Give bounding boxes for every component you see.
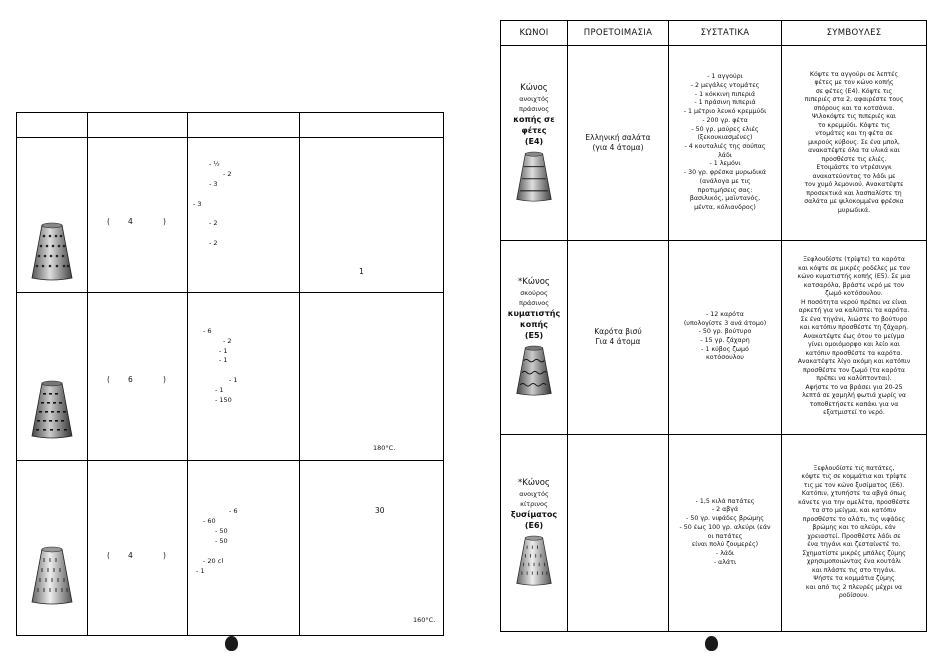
column-divider — [87, 138, 88, 292]
left-table-header — [17, 113, 443, 138]
ingredient-line: (υπολογίστε 3 ανά άτομο) — [683, 319, 767, 327]
cone-name: κοπής σε — [513, 115, 555, 124]
column-divider — [299, 292, 300, 460]
tip-line: 180°C. — [373, 444, 396, 452]
tip-line: Η ποσότητα νερού πρέπει να είναι — [800, 298, 907, 306]
cone-code: (E4) — [524, 137, 544, 146]
tip-line: κώνο κυματιστής κοπής (E5). Σε μια — [797, 273, 911, 281]
ingredient-line: οι πατάτες — [707, 532, 743, 540]
tip-line: πρέπει να καλύπτονται). — [816, 375, 892, 383]
cone-name: κυματιστής — [507, 309, 561, 318]
ingredient-line: - 6 — [229, 507, 238, 515]
tip-line: Κόψτε τα αγγούρι σε λεπτές — [809, 70, 899, 78]
tip-line: κατόπιν προσθέστε τα καρότα. — [805, 349, 903, 357]
ingredient-line: - 1 αγγούρι — [707, 73, 743, 81]
cone-label: πράσινος — [518, 299, 550, 307]
slicing-cone-icon — [515, 151, 553, 203]
ingredient-line: - 1 — [229, 376, 238, 384]
cone-cell — [501, 46, 567, 240]
tip-line: Ετοιμάστε το ντρέσινγκ — [816, 164, 892, 172]
recipe-row-greek-salad — [501, 46, 926, 241]
cone-label: ανοιχτός — [519, 490, 549, 498]
tip-line: ντομάτες και τη φέτα σε — [815, 130, 893, 138]
tip-line: τα στο μείγμα, και κατόπιν — [811, 507, 897, 514]
wavy-cone-icon — [30, 380, 74, 440]
ingredient-line: - 50 — [215, 527, 228, 535]
ingredient-line: - 30 γρ. φρέσκα μυρωδικά — [683, 169, 767, 177]
ingredient-line: - 1 — [215, 386, 224, 394]
tip-line: 30 — [375, 506, 385, 515]
tip-line: Ξεφλουδίστε (τρίψτε) τα καρότα — [803, 256, 905, 264]
left-page — [0, 0, 470, 661]
ingredient-line: - 2 αβγά — [711, 506, 739, 514]
servings: (για 4 άτομα) — [592, 143, 644, 152]
prep-count: 6 — [128, 375, 133, 384]
tip-line: ανακατεύοντας το λάδι με — [812, 172, 896, 180]
tip-line: τον χυμό λεμονιού. Ανακατέψτε — [804, 181, 904, 189]
ingredient-line: - 50 έως 100 γρ. αλεύρι (εάν — [679, 523, 771, 531]
column-divider — [87, 460, 88, 635]
left-table-row — [17, 460, 443, 635]
ingredient-line: - 20 cl — [203, 557, 224, 565]
tip-line: χρειαστεί. Προσθέστε λάδι σε — [807, 532, 901, 540]
preparation-cell — [568, 240, 668, 434]
ingredient-line: - 1 πράσινη πιπεριά — [694, 99, 756, 107]
tip-line: και κατόπιν προσθέστε τη ζάχαρη. — [799, 324, 909, 332]
tip-line: προσεκτικά και λασπαλίστε τη — [806, 189, 902, 197]
ingredients-cell — [669, 434, 781, 631]
tip-line: φέτες με τον κώνο κοπής — [814, 79, 894, 87]
header-cones: ΚΩΝΟΙ — [519, 28, 549, 38]
cone-label: Κώνος — [520, 83, 548, 93]
preparation-cell — [568, 434, 668, 631]
left-recipe-table — [16, 112, 444, 636]
ingredient-line: - λάδι — [715, 549, 735, 557]
column-divider — [668, 21, 669, 45]
header-preparation: ΠΡΟΕΤΟΙΜΑΣΙΑ — [583, 28, 653, 38]
column-divider — [299, 113, 300, 137]
tip-line: σπόρους και τα κοτσάνια. — [813, 104, 895, 112]
prep-paren: ) — [163, 551, 166, 560]
tip-line: Ψιλοκόψτε τις πιπεριές και — [811, 113, 897, 121]
ingredient-line: μέντα, κόλιανδρος) — [694, 203, 756, 211]
column-divider — [299, 460, 300, 635]
wavy-cone-icon — [515, 345, 553, 397]
ingredient-line: - 50 — [215, 537, 228, 545]
tip-line: ανακατέψτε όλα τα υλικά και — [808, 147, 900, 155]
left-table-row — [17, 292, 443, 461]
ingredient-line: - 1,5 κιλά πατάτες — [695, 497, 755, 505]
ingredient-line: - 60 — [203, 517, 216, 525]
cone-label: *Κώνος — [518, 478, 550, 488]
ingredient-line: - 2 — [223, 337, 232, 345]
ingredient-line: λάδι — [718, 151, 732, 159]
grating-cone-icon — [515, 535, 553, 587]
ingredient-line: είναι πολύ ζουμερές) — [691, 541, 759, 549]
ingredient-line: - 200 γρ. φέτα — [702, 116, 748, 124]
column-divider — [187, 460, 188, 635]
ingredient-line: (ανάλογα με τις — [699, 177, 751, 185]
tip-line: το κρεμμύδι. Κόψτε τις — [817, 121, 891, 129]
ingredient-line: - αλάτι — [713, 558, 737, 566]
right-table-header — [501, 21, 926, 46]
ingredients-cell — [669, 240, 781, 434]
ingredient-line: - 2 — [209, 219, 218, 227]
preparation-cell — [568, 46, 668, 240]
ingredient-line: - 12 καρότα — [706, 310, 744, 318]
cone-label: ανοιχτός — [519, 95, 549, 103]
ingredient-line: - 1 — [196, 567, 205, 575]
tip-line: 1 — [359, 267, 364, 276]
column-divider — [299, 138, 300, 292]
cone-code: (E5) — [524, 331, 544, 340]
tip-line: σαλάτα με ψιλοκομμένα φρέσκα — [804, 198, 904, 206]
tip-line: τοποθετήσετε καπάκι για να — [809, 400, 899, 408]
ingredient-line: - 1 κόκκινη πιπεριά — [694, 90, 756, 98]
recipe-row-potato-fritters — [501, 434, 926, 631]
ingredient-line: - ½ — [209, 160, 220, 168]
tip-line: και πλάστε τις στο τηγάνι. — [812, 566, 896, 574]
tip-line: μικρούς κύβους. Σε ένα μπολ, — [808, 138, 900, 146]
column-divider — [87, 292, 88, 460]
tip-line: και από τις 2 πλευρές μέχρι να — [805, 583, 903, 591]
prep-count: 4 — [128, 217, 133, 226]
cone-label: πράσινος — [518, 105, 550, 113]
tip-line: κάνετε για την ομελέτα, προσθέστε — [798, 498, 910, 506]
tip-line: Κατόπιν, χτυπήστε τα αβγά όπως — [801, 490, 907, 497]
cone-label: *Κώνος — [518, 277, 550, 287]
ingredients-cell — [669, 46, 781, 240]
tip-line: ζωμό κοτόσουλου. — [825, 290, 883, 298]
tip-line: προσθέστε τις ελιές. — [821, 155, 887, 163]
ingredient-line: (ξεκουκιασμένες) — [697, 134, 753, 142]
tip-line: εξατμιστεί το νερό. — [823, 409, 885, 417]
cone-name: ξυσίματος — [510, 510, 558, 519]
ingredient-line: κοτόσουλου — [706, 354, 744, 362]
ingredient-line: - 1 κύβος ζωμό — [701, 345, 749, 353]
tips-cell — [782, 46, 926, 240]
cone-cell — [501, 240, 567, 434]
page-tab-marker — [705, 636, 718, 651]
column-divider — [187, 292, 188, 460]
tip-line: χρησιμοποιώντας ένα κουτάλι — [806, 558, 902, 565]
tip-line: Σε ένα τηγάνι, λιώστε το βούτυρο — [800, 315, 908, 323]
ingredient-line: - 6 — [203, 327, 212, 335]
tip-line: Ψήστε τα κομμάτια ζύμης — [813, 575, 895, 582]
tip-line: σε φέτες (E4). Κόψτε τις — [815, 87, 893, 95]
cone-name: κοπής — [520, 320, 548, 329]
column-divider — [781, 21, 782, 45]
prep-paren: ) — [163, 375, 166, 384]
ingredient-line: - 2 — [209, 239, 218, 247]
ingredient-line: - 3 — [193, 200, 202, 208]
tips-cell — [782, 240, 926, 434]
ingredient-line: - 2 μεγάλες ντομάτες — [690, 82, 760, 90]
tip-line: τις με τον κώνο ξυσίματος (E6). — [803, 481, 905, 489]
recipe-row-vichy-carrots — [501, 240, 926, 435]
ingredient-line: - 1 λεμόνι — [709, 160, 741, 168]
tip-line: Αφήστε το να βράσει για 20-25 — [805, 383, 903, 391]
tip-line: γίνει ομοιόμορφο και λείο και — [808, 341, 900, 349]
prep-paren: ) — [163, 217, 166, 226]
tip-line: Ανακατέψτε λίγο ακόμη και κατόπιν — [797, 358, 911, 366]
tip-line: ροδίσουν. — [838, 592, 870, 599]
recipe-name: Ελληνική σαλάτα — [585, 133, 651, 142]
tip-line: προσθέστε τον ζωμό (τα καρότα — [802, 366, 906, 374]
tip-line: 160°C. — [413, 616, 436, 624]
cone-name: φέτες — [521, 126, 547, 135]
ingredient-line: - 2 — [223, 170, 232, 178]
right-page — [480, 0, 950, 661]
cone-label: σκούρος — [520, 289, 548, 297]
cone-cell — [501, 434, 567, 631]
tip-line: πιπεριές στα 2, αφαιρέστε τους — [804, 96, 904, 104]
tip-line: Ανακατέψτε έως ότου το μείγμα — [803, 332, 905, 340]
ingredient-line: - 50 γρ. νιφάδες βρώμης — [686, 515, 764, 523]
tip-line: Σχηματίστε μικρές μπάλες ζύμης — [802, 549, 906, 557]
servings: Για 4 άτομα — [595, 337, 641, 346]
ingredient-line: - 50 γρ. βούτυρο — [698, 328, 752, 336]
prep-count: 4 — [128, 551, 133, 560]
ingredient-line: - 150 — [215, 396, 232, 404]
ingredient-line: - 15 γρ. ζάχαρη — [700, 337, 750, 344]
column-divider — [567, 21, 568, 45]
ingredient-line: - 1 μέτριο λευκό κρεμμύδι — [683, 108, 767, 116]
tip-line: προσθέστε το αλάτι, τις νιφάδες — [802, 515, 906, 523]
prep-paren: ( — [107, 551, 110, 560]
tip-line: αρκετή για να καλύπτει τα καρότα. — [798, 307, 910, 315]
page-tab-marker — [225, 636, 238, 651]
prep-paren: ( — [107, 375, 110, 384]
recipe-name: Καρότα βισύ — [594, 327, 642, 336]
tip-line: λεπτά σε χαμηλή φωτιά χωρίς να — [802, 392, 906, 400]
tip-line: κόψτε τις σε κομμάτια και τρίψτε — [801, 473, 907, 480]
right-recipe-table — [500, 20, 927, 632]
tip-line: κατσαρόλα, βράστε νερό με τον — [803, 281, 905, 289]
cone-label: κίτρινος — [520, 500, 548, 508]
column-divider — [187, 113, 188, 137]
tip-line: και κόψτε σε μικρές ροδέλες με τον — [798, 264, 910, 272]
header-tips: ΣΥΜΒΟΥΛΕΣ — [826, 28, 882, 38]
tip-line: βρώμης και το αλεύρι, εάν — [812, 524, 896, 531]
tip-line: ένα τηγάνι και ζεσταίνετέ το. — [807, 541, 901, 548]
header-ingredients: ΣΥΣΤΑΤΙΚΑ — [700, 28, 750, 38]
slicing-cone-icon — [30, 222, 74, 282]
column-divider — [187, 138, 188, 292]
grating-cone-icon — [30, 546, 74, 606]
ingredient-line: - 1 — [219, 347, 228, 355]
tip-line: μυρωδικά. — [837, 206, 871, 214]
prep-paren: ( — [107, 217, 110, 226]
ingredient-line: - 3 — [209, 180, 218, 188]
ingredient-line: προτιμήσεις σας: — [697, 186, 753, 194]
ingredient-line: - 4 κουταλιές της σούπας — [684, 143, 766, 150]
ingredient-line: - 1 — [219, 356, 228, 364]
tips-cell — [782, 434, 926, 631]
ingredient-line: - 50 γρ. μαύρες ελιές — [691, 125, 759, 133]
ingredient-line: βασιλικός, μαϊντανός, — [689, 195, 761, 203]
column-divider — [87, 113, 88, 137]
cone-code: (E6) — [524, 521, 544, 530]
left-table-row — [17, 138, 443, 293]
tip-line: Ξεφλουδίστε τις πατάτες, — [813, 464, 895, 472]
